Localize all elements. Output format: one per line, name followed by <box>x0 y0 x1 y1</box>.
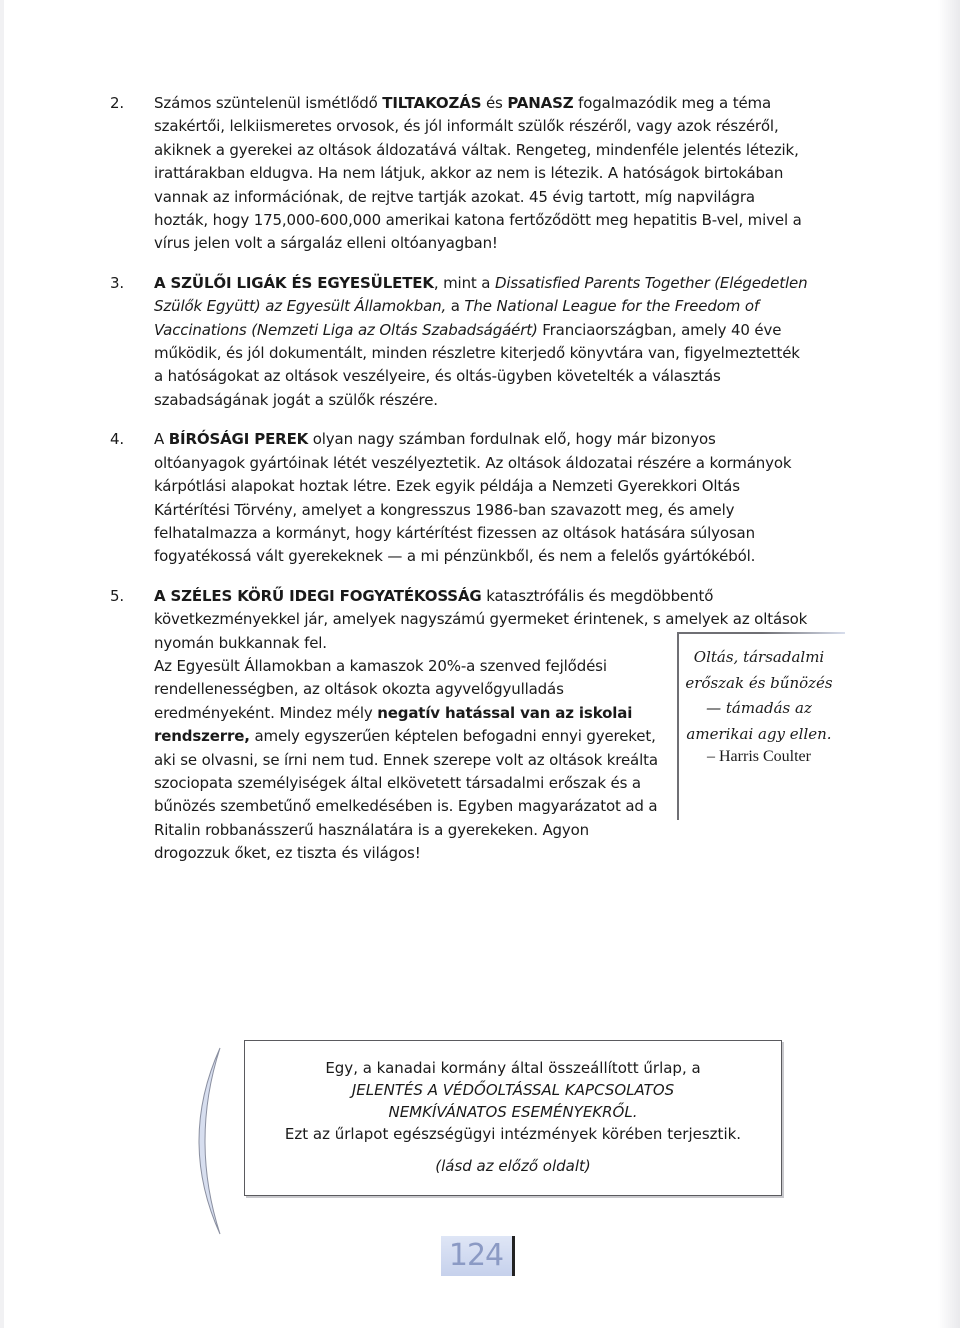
pull-quote: Oltás, társadalmi erőszak és bűnözés — támadás az amerikai agy ellen. <box>685 648 833 743</box>
item-number: 5. <box>110 586 125 605</box>
item-text-narrow <box>154 655 659 866</box>
text-run: amely egyszerűen képtelen befogadni ennyi gyereket, aki se olvasni, se írni nem tud. Ennek szerepe volt az oltások kreálta szociopata személyiségek által elkövetett társadalmi erőszak és a bűnözés szembetűnő emelkedésében is. Egyben magyarázatot ad a Ritalin robbanásszerű használatára is a gyerekeken. Agyon drogozzuk őket, ez tiszta és világos! <box>154 727 658 863</box>
page-number-bar <box>512 1236 515 1276</box>
item-number: 4. <box>110 430 125 449</box>
highlight-text: negatív hatással van az iskolai rendszerre, <box>154 703 633 746</box>
highlight-text: A SZÉLES KÖRŰ IDEGI FOGYATÉKOSSÁG <box>154 586 482 605</box>
page-shadow <box>938 0 960 1328</box>
item-text <box>154 94 802 252</box>
item-number: 3. <box>110 273 125 292</box>
text-run: olyan nagy számban fordulnak elő, hogy már bizonyos oltóanyagok gyártóinak létét veszélyeztetik. Az oltások áldozatai részére a kormányok kárpótlási alapokat hoztak létre. Ezek egyik példája a Nemzeti Gyerekkori Oltás Kártérítési Törvény, amelyet a kongresszus 1986-ban szavazott meg, és amely felhatalmazza a kormányt, hogy kártérítést fizessen az oltások hatására súlyosan fogyatékossá vált gyerekeknek — a mi pénzünkből, és nem a felelős gyártókéból. <box>154 430 792 566</box>
highlight-text: PANASZ <box>507 94 574 112</box>
list-item-4 <box>110 428 810 568</box>
item-text-continued <box>154 657 658 862</box>
item-text <box>154 430 791 565</box>
text-run: Számos szüntelenül ismétlődő <box>154 94 383 112</box>
page-number: 124 <box>448 1238 504 1273</box>
text-run: és <box>481 94 508 112</box>
highlight-text: A SZÜLŐI LIGÁK ÉS EGYESÜLETEK <box>154 273 434 292</box>
text-run: , mint a <box>433 273 495 292</box>
text-run: Franciaországban, amely 40 éve működik, és jól dokumentált, minden részletre kiterjedő könyvtára van, figyelmeztették a hatóságokat az oltások veszélyeire, és oltás-ügyben követelték a választás szabadságának jogát a szülők részére. <box>154 320 800 409</box>
note-line: Ezt az űrlapot egészségügyi intézmények körében terjesztik. <box>284 1125 742 1143</box>
bracket-decoration-icon <box>176 1046 226 1236</box>
text-run: Az Egyesült Államokban a kamaszok 20%-a szenved fejlődési rendellenességben, az oltások okozta agyvelőgyulladás eredményeként. Mindez mély <box>154 656 607 722</box>
page-number-badge <box>441 1236 515 1276</box>
highlight-text: TILTAKOZÁS <box>382 94 482 112</box>
text-run: katasztrófális és megdöbbentő következményekkel jár, amelyek nagyszámú gyermeket érintenek, s amelyek az oltások nyomán bukkannak fel. <box>154 586 808 652</box>
italic-text: The National League for the Freedom of Vaccinations (Nemzeti Liga az Oltás Szabadságáért) <box>154 297 759 339</box>
page-edge <box>0 0 4 1328</box>
italic-text: Dissatisfied Parents Together (Elégedetlen Szülők Együtt) az Egyesült Államokban, <box>154 273 808 316</box>
note-reference: (lásd az előző oldalt) <box>435 1157 591 1175</box>
quote-author: – Harris Coulter <box>707 748 811 765</box>
note-form-title: JELENTÉS A VÉDŐOLTÁSSAL KAPCSOLATOS NEMKÍVÁNATOS ESEMÉNYEKRŐL. <box>351 1081 675 1121</box>
item-text <box>154 274 807 409</box>
list-item-3 <box>110 272 810 412</box>
note-box <box>244 1040 782 1196</box>
list-item-2 <box>110 92 810 256</box>
text-run: a <box>446 297 465 316</box>
highlight-text: BÍRÓSÁGI PEREK <box>168 430 309 449</box>
note-line: Egy, a kanadai kormány által összeállított űrlap, a <box>325 1059 701 1077</box>
item-number: 2. <box>110 94 125 112</box>
text-run: fogalmazódik meg a téma szakértői, lelkiismeretes orvosok, és jól informált szülők részéről, vagy azok részéről, akiknek a gyerekei az oltások áldozatává váltak. Rengeteg, mindenféle jelentés létezik, irattárakban eldugva. Ha nem látjuk, akkor az nem is létezik. A hatóságok birtokában vannak az információnak, de rejtve tartják azokat. 45 évig tartott, míg napvilágra hozták, hogy 175,000-600,000 amerikai katona fertőződött meg hepatitis B-vel, mivel a vírus jelen volt a sárgaláz elleni oltóanyagban! <box>154 94 802 253</box>
text-run: A <box>154 430 169 449</box>
